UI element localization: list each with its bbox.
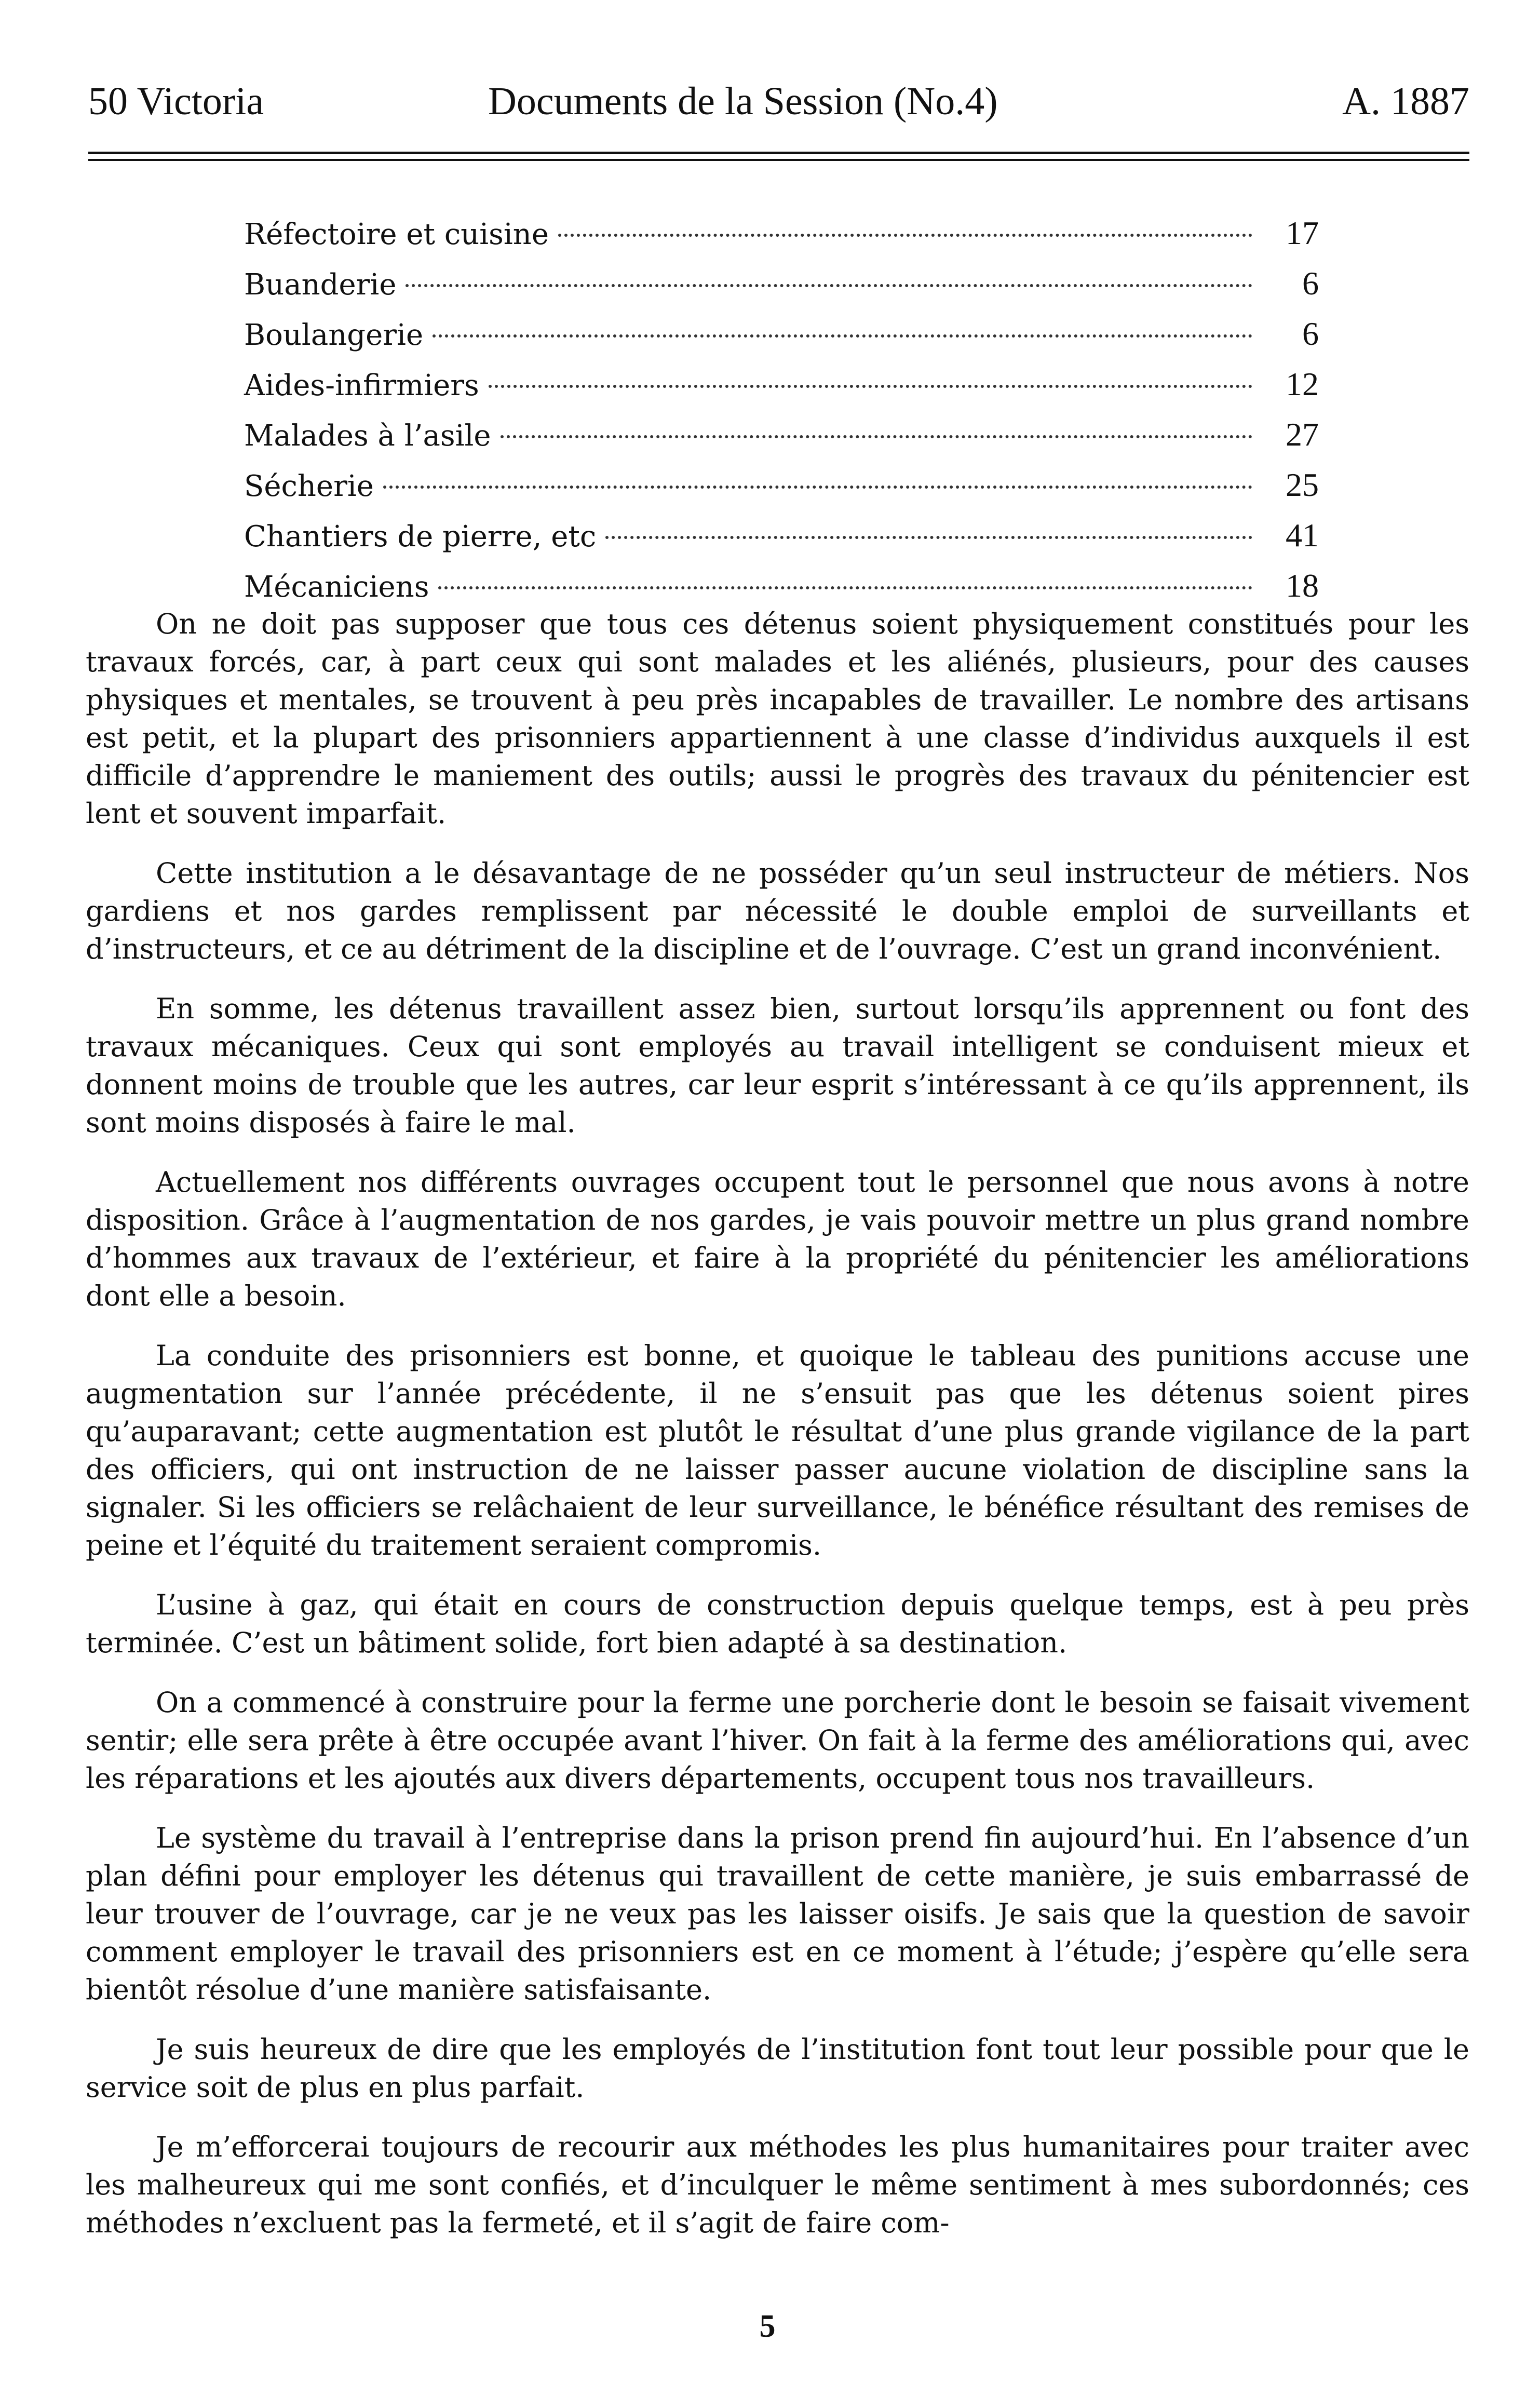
paragraph: Cette institution a le désavantage de ne posséder qu’un seul instructeur de métiers. Nos gardiens et nos gardes remplissent par nécessité le double emploi de surveillants et d’instructeurs, et ce au détriment de la discipline et de l’ouvrage. C’est un grand inconvénient. — [86, 857, 1469, 965]
paragraph: Actuellement nos différents ouvrages occupent tout le personnel que nous avons à notre disposition. Grâce à l’augmentation de nos gardes, je vais pouvoir mettre un plus grand nombre d’hommes aux travaux de l’extérieur, et faire à la propriété du pénitencier les améliorations dont elle a besoin. — [86, 1166, 1469, 1312]
list-item-count: 18 — [1286, 567, 1319, 604]
list-item-label: Réfectoire et cuisine — [244, 218, 549, 251]
page-number: 5 — [759, 2309, 776, 2344]
paragraph: On ne doit pas supposer que tous ces détenus soient physiquement constitués pour les travaux forcés, car, à part ceux qui sont malades et les aliénés, plusieurs, pour des causes physiques et mentales, se trouvent à peu près incapables de travailler. Le nombre des artisans est petit, et la plupart des prisonniers appartiennent à une classe d’individus auxquels il est difficile d’apprendre le maniement des outils; aussi le progrès des travaux du pénitencier est lent et souvent imparfait. — [86, 608, 1469, 830]
list-item-label: Aides-infirmiers — [244, 369, 479, 402]
header-rule-thin — [88, 159, 1469, 161]
header-title: Documents de la Session (No.4) — [488, 79, 998, 123]
occupation-list — [244, 208, 1319, 611]
dot-leader — [438, 586, 1252, 589]
running-header — [88, 78, 1469, 125]
list-item-count: 25 — [1286, 466, 1319, 503]
list-item — [244, 560, 1319, 611]
paragraph: Le système du travail à l’entreprise dans la prison prend fin aujourd’hui. En l’absence d’un plan défini pour employer les détenus qui travaillent de cette manière, je suis embarrassé de leur trouver de l’ouvrage, car je ne veux pas les laisser oisifs. Je sais que la question de savoir comment employer le travail des prisonniers est en ce moment à l’étude; j’espère qu’elle sera bientôt résolue d’une manière satisfaisante. — [86, 1822, 1469, 2006]
list-item-label: Malades à l’asile — [244, 419, 491, 453]
dot-leader — [558, 234, 1252, 237]
paragraph: On a commencé à construire pour la ferme une porcherie dont le besoin se faisait vivement sentir; elle sera prête à être occupée avant l’hiver. On fait à la ferme des améliorations qui, avec les réparations et les ajoutés aux divers départements, occupent tous nos travailleurs. — [86, 1686, 1469, 1795]
paragraph: L’usine à gaz, qui était en cours de construction depuis quelque temps, est à peu près terminée. C’est un bâtiment solide, fort bien adapté à sa destination. — [86, 1588, 1469, 1659]
list-item-label: Sécherie — [244, 469, 374, 503]
dot-leader — [406, 284, 1252, 287]
report-body — [86, 605, 1469, 2264]
list-item — [244, 460, 1319, 510]
dot-leader — [501, 435, 1252, 438]
list-item-label: Boulangerie — [244, 318, 424, 352]
list-item — [244, 359, 1319, 409]
list-item-count: 17 — [1286, 214, 1319, 251]
paragraph: Je suis heureux de dire que les employés de l’institution font tout leur possible pour que le service soit de plus en plus parfait. — [86, 2033, 1469, 2104]
list-item — [244, 208, 1319, 258]
list-item — [244, 409, 1319, 460]
list-item-label: Chantiers de pierre, etc — [244, 520, 597, 554]
header-volume: 50 Victoria — [88, 79, 264, 123]
header-year: A. 1887 — [1342, 79, 1469, 123]
list-item-label: Buanderie — [244, 268, 397, 302]
list-item — [244, 510, 1319, 560]
list-item-count: 6 — [1302, 265, 1319, 302]
dot-leader — [489, 385, 1252, 388]
dot-leader — [605, 536, 1252, 539]
paragraph: En somme, les détenus travaillent assez bien, surtout lorsqu’ils apprennent ou font des travaux mécaniques. Ceux qui sont employés au travail intelligent se conduisent mieux et donnent moins de trouble que les autres, car leur esprit s’intéressant à ce qu’ils apprennent, ils sont moins disposés à faire le mal. — [86, 992, 1469, 1139]
dot-leader — [433, 334, 1252, 338]
dot-leader — [383, 486, 1252, 489]
list-item — [244, 258, 1319, 308]
list-item-count: 12 — [1286, 366, 1319, 402]
list-item-count: 41 — [1286, 517, 1319, 554]
list-item — [244, 308, 1319, 359]
paragraph: Je m’efforcerai toujours de recourir aux méthodes les plus humanitaires pour traiter avec les malheureux qui me sont confiés, et d’inculquer le même sentiment à mes subordonnés; ces méthodes n’excluent pas la fermeté, et il s’agit de faire com- — [86, 2131, 1469, 2239]
list-item-label: Mécaniciens — [244, 570, 429, 604]
header-rule-thick — [88, 152, 1469, 154]
list-item-count: 6 — [1302, 315, 1319, 352]
paragraph: La conduite des prisonniers est bonne, et quoique le tableau des punitions accuse une augmentation sur l’année précédente, il ne s’ensuit pas que les détenus soient pires qu’auparavant; cette augmentation est plutôt le résultat d’une plus grande vigilance de la part des officiers, qui ont instruction de ne laisser passer aucune violation de discipline sans la signaler. Si les officiers se relâchaient de leur surveillance, le bénéfice résultant des remises de peine et l’équité du traitement seraient compromis. — [86, 1339, 1469, 1561]
list-item-count: 27 — [1286, 416, 1319, 453]
